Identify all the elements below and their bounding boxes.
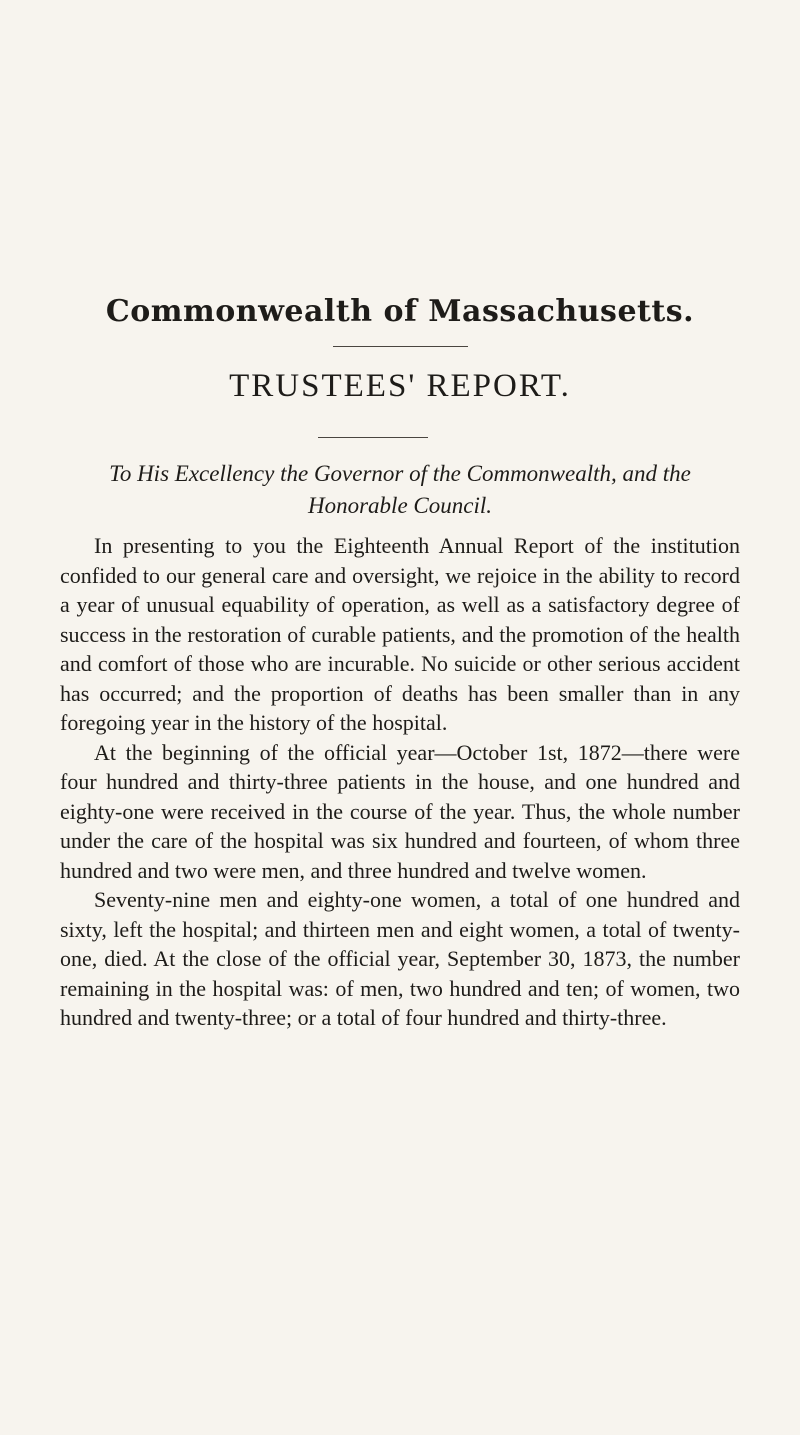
paragraph-2: At the beginning of the official year—October 1st, 1872—there were four hundred and thirty-three patients in the house, and one hundred and eighty-one were received in the course of the year. Thus, the whole number under the care of the hospital was six hundred and fourteen, of whom three hundred and two were men, and three hundred and twelve women. [60, 739, 740, 883]
title-divider [318, 437, 428, 438]
report-body [60, 531, 740, 1033]
header-divider [333, 346, 468, 347]
report-title: TRUSTEES' REPORT. [229, 368, 571, 404]
paragraph-3: Seventy-nine men and eighty-one women, a total of one hundred and sixty, left the hospital; and thirteen men and eight women, a total of twenty-one, died. At the close of the official year, September 30, 1873, the number remaining in the hospital was: of men, two hundred and ten; of women, two hundred and twenty-three; or a total of four hundred and thirty-three. [60, 887, 740, 1030]
paragraph-1: In presenting to you the Eighteenth Annual Report of the institution confided to our general care and oversight, we rejoice in the ability to record a year of unusual equability of operation, as well as a satisfactory degree of success in the restoration of curable patients, and the promotion of the health and comfort of those who are incurable. No suicide or other serious accident has occurred; and the proportion of deaths has been smaller than in any foregoing year in the history of the hospital. [60, 533, 740, 735]
address-line: To His Excellency the Governor of the Commonwealth, and the Honorable Council. [109, 461, 691, 518]
commonwealth-header: Commonwealth of Massachusetts. [105, 294, 695, 329]
